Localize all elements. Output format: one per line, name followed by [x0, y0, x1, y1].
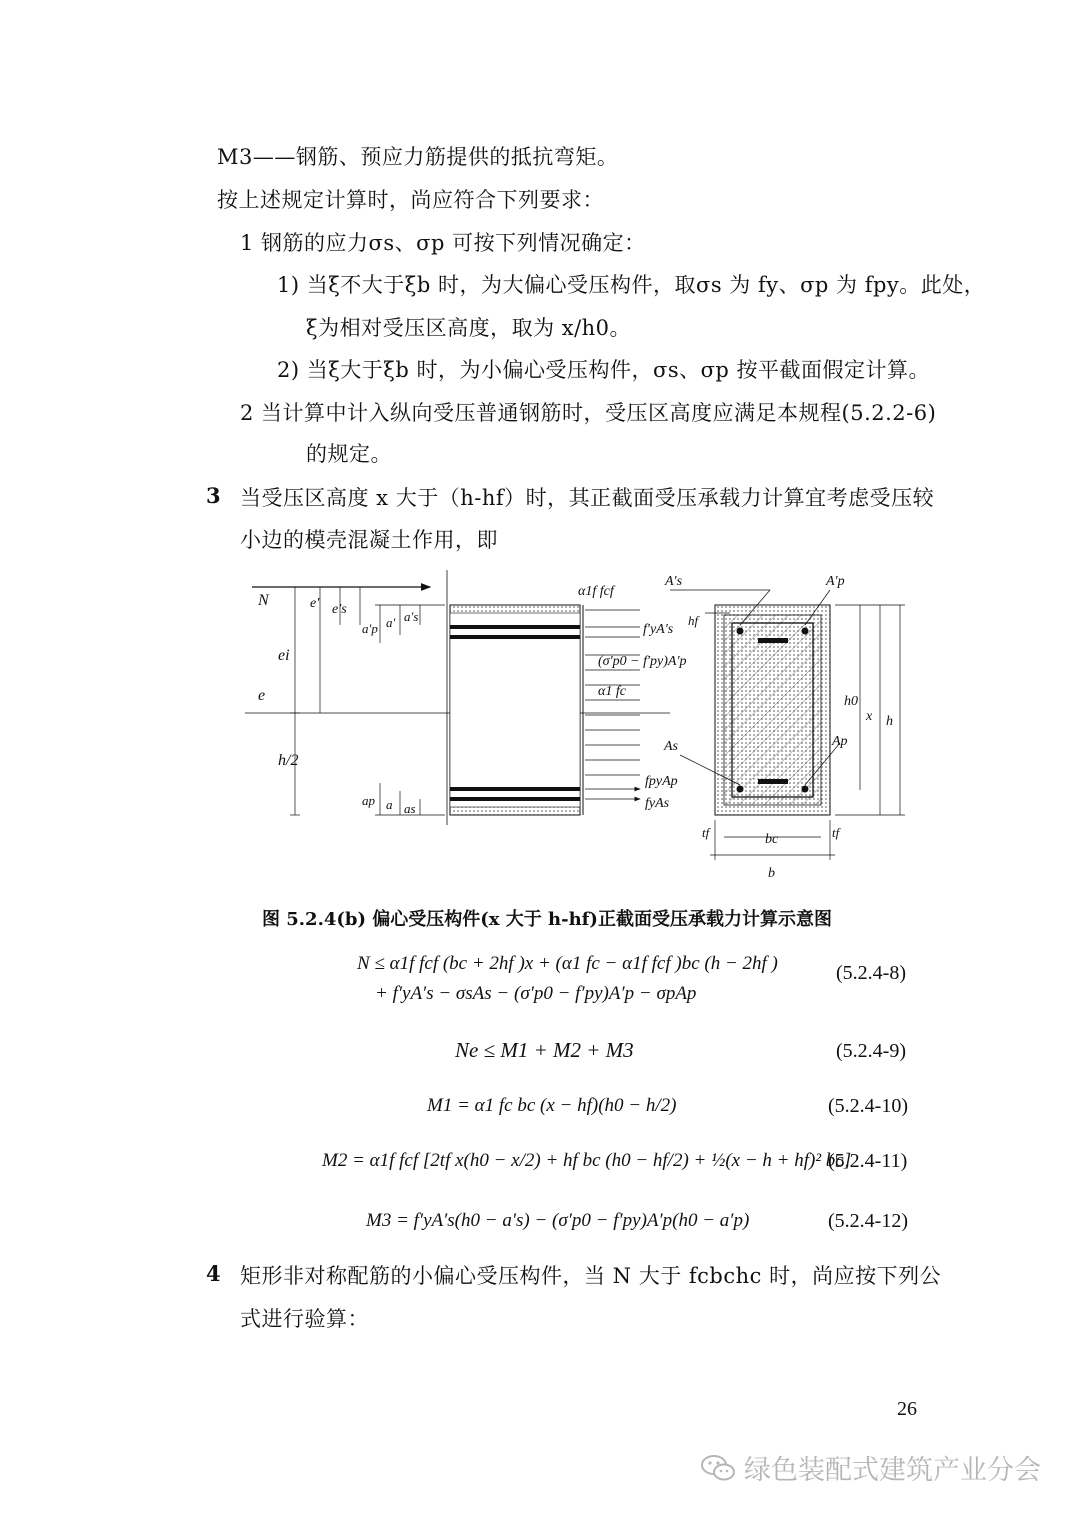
equation-5-2-4-9: Ne ≤ M1 + M2 + M3	[455, 1038, 634, 1062]
label-tf-left: tf	[702, 825, 710, 840]
label-as-section: As	[664, 739, 678, 754]
text-line-item-1-1-cont: ξ为相对受压区高度，取为 x/h0。	[306, 316, 632, 340]
clause-number-4: 4	[206, 1261, 222, 1286]
text-line-item-2: 2 当计算中计入纵向受压普通钢筋时，受压区高度应满足本规程(5.2.2-6)	[240, 401, 937, 425]
label-ap-prime: a′p	[362, 621, 378, 636]
label-a-prime: a′	[386, 615, 396, 630]
equation-5-2-4-11: M2 = α1f fcf [2tf x(h0 − x/2) + hf bc (h0 − hf/2) + ½(x − h + hf)² bc]	[322, 1150, 852, 1171]
text-line-clause-3-cont: 小边的模壳混凝土作用，即	[240, 528, 498, 552]
label-alpha1-fc: α1 fc	[598, 684, 626, 699]
label-sigma-term: (σ′p0 − f′py)A′p	[598, 654, 687, 669]
watermark	[700, 1448, 1041, 1487]
text-line-requirements-intro: 按上述规定计算时，尚应符合下列要求：	[217, 188, 604, 212]
equation-number-5-2-4-11: (5.2.4-11)	[828, 1150, 908, 1172]
text-line-clause-4-cont: 式进行验算：	[240, 1307, 369, 1331]
watermark-text: 绿色装配式建筑产业分会	[744, 1455, 1041, 1486]
equation-number-5-2-4-12: (5.2.4-12)	[828, 1210, 908, 1232]
label-a: a	[386, 797, 393, 812]
label-es-prime: e′s	[332, 602, 347, 617]
label-ap-section: Ap	[832, 734, 848, 749]
label-alpha1f-fcf: α1f fcf	[578, 584, 614, 599]
equation-5-2-4-8-line2: + f′yA′s − σsAs − (σ′p0 − f′py)A′p − σpAp	[375, 983, 697, 1004]
label-bc: bc	[765, 832, 779, 847]
wechat-icon	[700, 1453, 736, 1483]
label-hf: hf	[688, 613, 699, 628]
label-as-prime: a′s	[404, 609, 419, 624]
text-line-item-1-1: 1) 当ξ不大于ξb 时，为大偏心受压构件，取σs 为 fy、σp 为 fpy。此处，	[277, 273, 986, 297]
label-as-prime-section: A′s	[665, 574, 683, 589]
equation-number-5-2-4-8: (5.2.4-8)	[836, 962, 906, 984]
equation-5-2-4-8-line1: N ≤ α1f fcf (bc + 2hf )x + (α1 fc − α1f fcf )bc (h − 2hf )	[357, 953, 778, 974]
text-line-item-1: 1 钢筋的应力σs、σp 可按下列情况确定：	[240, 231, 646, 255]
label-b: b	[768, 866, 775, 881]
label-h: h	[886, 714, 893, 729]
cross-section-figure	[240, 565, 920, 890]
label-tf-right: tf	[832, 825, 840, 840]
label-e-prime: e′	[310, 596, 320, 611]
text-line-item-1-2: 2) 当ξ大于ξb 时，为小偏心受压构件，σs、σp 按平截面假定计算。	[277, 358, 931, 382]
equation-5-2-4-12: M3 = f′yA′s(h0 − a′s) − (σ′p0 − f′py)A′p(h0 − a′p)	[366, 1210, 750, 1231]
label-h-half: h/2	[278, 752, 299, 769]
text-line-item-2-cont: 的规定。	[306, 442, 392, 466]
text-line-clause-4: 矩形非对称配筋的小偏心受压构件，当 N 大于 fcbchc 时，尚应按下列公	[240, 1264, 942, 1288]
figure-caption: 图 5.2.4(b) 偏心受压构件(x 大于 h-hf)正截面受压承载力计算示意图	[262, 909, 832, 930]
label-h0: h0	[844, 694, 858, 709]
label-e: e	[258, 687, 266, 704]
clause-number-3: 3	[206, 483, 222, 508]
label-fy-as-prime: f′yA′s	[643, 622, 674, 637]
label-as: as	[404, 801, 416, 816]
label-fpy-ap: fpyAp	[645, 774, 678, 789]
label-ei: ei	[278, 647, 290, 664]
equation-number-5-2-4-9: (5.2.4-9)	[836, 1040, 906, 1062]
equation-number-5-2-4-10: (5.2.4-10)	[828, 1095, 908, 1117]
text-line-m3-definition: M3——钢筋、预应力筋提供的抵抗弯矩。	[217, 145, 619, 169]
equation-5-2-4-10: M1 = α1 fc bc (x − hf)(h0 − h/2)	[427, 1095, 677, 1116]
label-N: N	[258, 592, 269, 609]
label-fy-as: fyAs	[645, 796, 670, 811]
page-number: 26	[897, 1398, 917, 1420]
label-ap: ap	[362, 793, 375, 808]
text-line-clause-3: 当受压区高度 x 大于（h-hf）时，其正截面受压承载力计算宜考虑受压较	[240, 486, 935, 510]
label-ap-prime-section: A′p	[826, 574, 845, 589]
label-x: x	[866, 709, 873, 724]
